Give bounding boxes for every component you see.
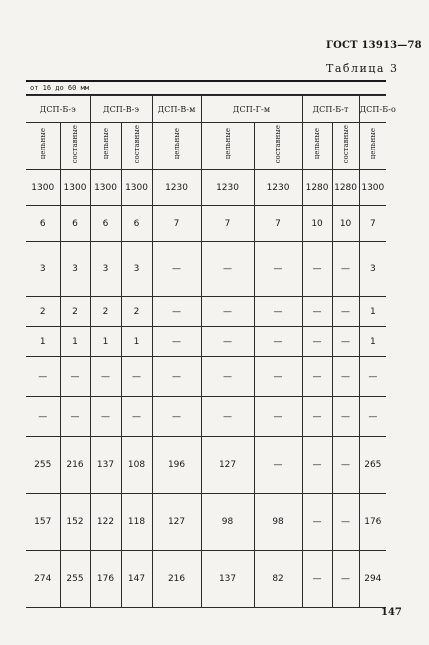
- sub-header-label: составные: [274, 124, 283, 164]
- table-row: [26, 494, 386, 551]
- table-cell: —: [90, 397, 121, 437]
- group-header-row: [26, 96, 386, 123]
- table-cell: 108: [121, 437, 152, 494]
- table-cell: 3: [121, 242, 152, 297]
- group-header: ДСП-В-м: [152, 96, 201, 123]
- table-cell: —: [201, 327, 254, 357]
- table-cell: 1300: [26, 170, 60, 206]
- table-cell: —: [254, 327, 302, 357]
- table-row: [26, 242, 386, 297]
- table-row: [26, 327, 386, 357]
- table-cell: —: [201, 297, 254, 327]
- table-cell: —: [332, 327, 359, 357]
- sub-header-label: цельные: [313, 128, 322, 160]
- table-row: [26, 397, 386, 437]
- table-body: [26, 170, 386, 608]
- table-label: Таблица 3: [326, 62, 399, 75]
- table-cell: 7: [254, 206, 302, 242]
- table-cell: 176: [359, 494, 386, 551]
- table-cell: 216: [152, 551, 201, 608]
- table-cell: —: [152, 327, 201, 357]
- table-cell: 137: [90, 437, 121, 494]
- table-cell: 2: [60, 297, 90, 327]
- table-cell: 1280: [332, 170, 359, 206]
- table-cell: 176: [90, 551, 121, 608]
- table-cell: 1: [359, 327, 386, 357]
- table-cell: —: [90, 357, 121, 397]
- table-cell: 294: [359, 551, 386, 608]
- table-cell: 3: [90, 242, 121, 297]
- table-cell: 1230: [254, 170, 302, 206]
- table-cell: 3: [60, 242, 90, 297]
- sub-header: [152, 123, 201, 170]
- table-cell: 3: [26, 242, 60, 297]
- table-row: [26, 551, 386, 608]
- page-number: 147: [381, 607, 402, 618]
- table-cell: 98: [201, 494, 254, 551]
- table-cell: —: [152, 397, 201, 437]
- table-cell: 1300: [90, 170, 121, 206]
- table-cell: —: [254, 437, 302, 494]
- table-cell: 118: [121, 494, 152, 551]
- table-cell: 2: [26, 297, 60, 327]
- table-cell: 1: [60, 327, 90, 357]
- table-cell: —: [302, 494, 332, 551]
- sub-header-label: цельные: [38, 128, 47, 160]
- sub-header: [60, 123, 90, 170]
- group-header: ДСП-Б-т: [302, 96, 359, 123]
- table-cell: —: [332, 494, 359, 551]
- table-cell: —: [332, 357, 359, 397]
- table-cell: —: [201, 357, 254, 397]
- table-cell: —: [60, 397, 90, 437]
- table-cell: 1300: [121, 170, 152, 206]
- gost-number: ГОСТ 13913—78: [326, 40, 422, 51]
- table-cell: 1300: [359, 170, 386, 206]
- table-row: [26, 357, 386, 397]
- sub-header: [90, 123, 121, 170]
- table-cell: —: [332, 242, 359, 297]
- sub-header: [201, 123, 254, 170]
- table-cell: 1230: [201, 170, 254, 206]
- table-cell: 127: [152, 494, 201, 551]
- table-cell: 1280: [302, 170, 332, 206]
- table-cell: 265: [359, 437, 386, 494]
- table-cell: —: [332, 397, 359, 437]
- table-cell: 122: [90, 494, 121, 551]
- table-cell: —: [302, 357, 332, 397]
- table-cell: 10: [332, 206, 359, 242]
- table-cell: —: [332, 297, 359, 327]
- table-cell: —: [152, 242, 201, 297]
- sub-header: [302, 123, 332, 170]
- data-table: [26, 95, 396, 608]
- table-cell: —: [254, 357, 302, 397]
- sub-header-label: составные: [132, 124, 141, 164]
- sub-header: [254, 123, 302, 170]
- group-header: ДСП-Б-э: [26, 96, 90, 123]
- table-cell: 1300: [60, 170, 90, 206]
- table-cell: 127: [201, 437, 254, 494]
- table-row: [26, 297, 386, 327]
- table-cell: 152: [60, 494, 90, 551]
- table-cell: —: [152, 297, 201, 327]
- table-cell: 3: [359, 242, 386, 297]
- table-cell: 274: [26, 551, 60, 608]
- table-cell: 255: [60, 551, 90, 608]
- table-cell: —: [121, 397, 152, 437]
- table-cell: 6: [26, 206, 60, 242]
- table-cell: —: [302, 437, 332, 494]
- sub-header-row: [26, 123, 386, 170]
- table-cell: —: [302, 297, 332, 327]
- table-cell: 6: [90, 206, 121, 242]
- table-cell: —: [254, 297, 302, 327]
- table-cell: —: [254, 242, 302, 297]
- table-cell: 1230: [152, 170, 201, 206]
- sub-header-label: цельные: [172, 128, 181, 160]
- table-cell: —: [26, 397, 60, 437]
- table-cell: 7: [201, 206, 254, 242]
- table-row: [26, 437, 386, 494]
- table-cell: —: [332, 551, 359, 608]
- sub-header: [121, 123, 152, 170]
- table-cell: —: [302, 551, 332, 608]
- table-cell: —: [359, 397, 386, 437]
- table-cell: —: [302, 397, 332, 437]
- table-cell: 82: [254, 551, 302, 608]
- table-cell: 7: [152, 206, 201, 242]
- table-cell: —: [302, 242, 332, 297]
- sub-header-label: цельные: [223, 128, 232, 160]
- table-cell: —: [254, 397, 302, 437]
- table-cell: 157: [26, 494, 60, 551]
- table-cell: 6: [121, 206, 152, 242]
- table-row: [26, 206, 386, 242]
- table-cell: 1: [26, 327, 60, 357]
- sub-header: [359, 123, 386, 170]
- table-cell: 147: [121, 551, 152, 608]
- table-cell: 10: [302, 206, 332, 242]
- sub-header-label: составные: [71, 124, 79, 164]
- table-cell: —: [359, 357, 386, 397]
- table-cell: —: [60, 357, 90, 397]
- table-cell: 1: [90, 327, 121, 357]
- group-header: ДСП-Г-м: [201, 96, 302, 123]
- table-cell: —: [201, 397, 254, 437]
- group-header: ДСП-В-э: [90, 96, 152, 123]
- table-cell: —: [302, 327, 332, 357]
- table-cell: 216: [60, 437, 90, 494]
- table-cell: 1: [359, 297, 386, 327]
- top-rule: [26, 80, 386, 82]
- table-cell: 7: [359, 206, 386, 242]
- table-cell: 196: [152, 437, 201, 494]
- table-cell: —: [332, 437, 359, 494]
- sub-header-label: составные: [341, 124, 350, 164]
- table-cell: 2: [121, 297, 152, 327]
- table-cell: —: [121, 357, 152, 397]
- table-cell: 137: [201, 551, 254, 608]
- table-cell: 2: [90, 297, 121, 327]
- thickness-subheading: от 16 до 60 мм: [30, 84, 90, 92]
- table-cell: —: [201, 242, 254, 297]
- table-cell: —: [152, 357, 201, 397]
- sub-header-label: цельные: [101, 128, 110, 160]
- group-header: ДСП-Б-о: [359, 96, 386, 123]
- sub-header-label: цельные: [368, 128, 377, 160]
- sub-header: [332, 123, 359, 170]
- table-cell: 6: [60, 206, 90, 242]
- table-cell: —: [26, 357, 60, 397]
- table-row: [26, 170, 386, 206]
- table-cell: 98: [254, 494, 302, 551]
- table-cell: 1: [121, 327, 152, 357]
- sub-header: [26, 123, 60, 170]
- table-cell: 255: [26, 437, 60, 494]
